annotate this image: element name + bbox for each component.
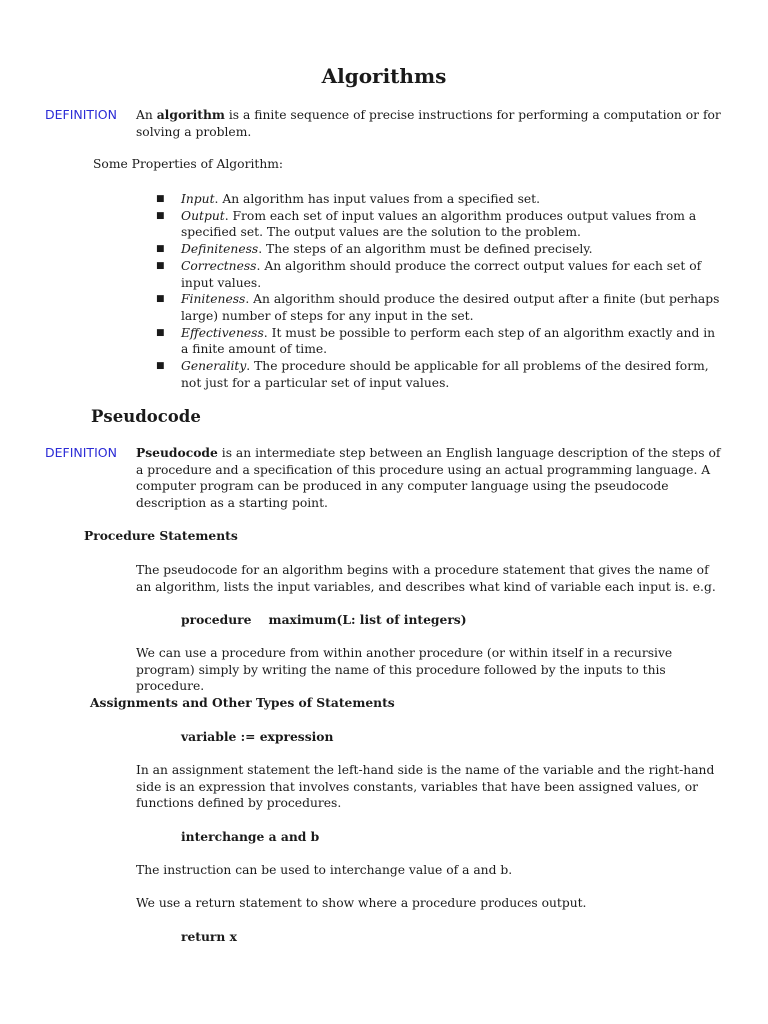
procedure-paragraph-2: We can use a procedure from within another procedure (or within itself in a recursive program) simply by writing the name of this procedure followed by the inputs to this procedure. [136,646,673,694]
algorithm-definition [136,107,726,140]
bullet-icon: ■ [156,327,165,338]
bullet-icon: ■ [156,361,165,372]
list-item [156,325,726,358]
pseudocode-def-post: is an intermediate step between an English language description of the steps of a procedure and a specification of this procedure using an actual programming language. A computer program can be produced in any computer language using the pseudocode description as a starting point. [136,446,721,511]
property-text: . An algorithm should produce the desired output after a finite (but perhaps large) number of steps for any input in the set. [181,292,720,323]
return-paragraph: We use a return statement to show where a procedure produces output. [136,896,587,910]
properties-label: Some Properties of Algorithm: [93,157,284,171]
procedure-paragraph: The pseudocode for an algorithm begins with a procedure statement that gives the name of an algorithm, lists the input variables, and describes what kind of variable each input is. e.g. [136,563,716,594]
property-term: Effectiveness [181,325,264,340]
property-term: Generality [181,359,247,374]
procedure-code: procedure maximum(L: list of integers) [181,612,467,627]
definition-label-algorithm: DEFINITION [45,107,117,122]
procedure-heading: Procedure Statements [84,528,238,543]
property-text: . The procedure should be applicable for all problems of the desired form, not just for a particular set of input values. [181,359,709,390]
algorithm-def-term: algorithm [156,107,225,122]
page-title: Algorithms [321,64,447,88]
list-item [156,258,726,291]
property-text: . From each set of input values an algorithm produces output values from a specified set. The output values are the solution to the problem. [181,208,697,240]
property-term: Input [181,192,215,206]
property-term: Definiteness [181,242,259,257]
property-text: . It must be possible to perform each step of an algorithm exactly and in a finite amount of time. [181,325,716,357]
pseudocode-def-term: Pseudocode [136,445,218,460]
assignments-heading: Assignments and Other Types of Statements [90,695,395,710]
bullet-icon: ■ [156,210,165,221]
property-text: . An algorithm has input values from a specified set. [214,192,541,206]
property-text: . The steps of an algorithm must be defined precisely. [258,242,593,257]
properties-list [156,191,726,391]
property-term: Finiteness [181,292,246,307]
assignment-paragraph: In an assignment statement the left-hand side is the name of the variable and the right-hand side is an expression that involves constants, variables that have been assigned values, or functions defined by procedures. [136,763,715,811]
return-code: return x [181,929,237,944]
list-item [156,208,726,241]
definition-label-pseudocode: DEFINITION [45,445,117,460]
list-item [156,191,726,208]
list-item [156,358,726,391]
bullet-icon: ■ [156,194,165,204]
list-item [156,291,726,324]
list-item [156,241,726,258]
assignment-code: variable := expression [181,729,334,744]
pseudocode-heading: Pseudocode [91,407,201,426]
bullet-icon: ■ [156,294,165,305]
bullet-icon: ■ [156,244,165,255]
interchange-code: interchange a and b [181,829,320,844]
pseudocode-definition [136,445,726,512]
property-term: Output [181,208,225,223]
algorithm-def-pre: An [136,108,157,122]
bullet-icon: ■ [156,260,165,271]
algorithm-def-post: is a finite sequence of precise instructions for performing a computation or for solving a problem. [136,108,721,139]
property-text: . An algorithm should produce the correct output values for each set of input values. [181,258,702,290]
interchange-paragraph: The instruction can be used to interchange value of a and b. [136,863,513,877]
property-term: Correctness [181,258,257,273]
